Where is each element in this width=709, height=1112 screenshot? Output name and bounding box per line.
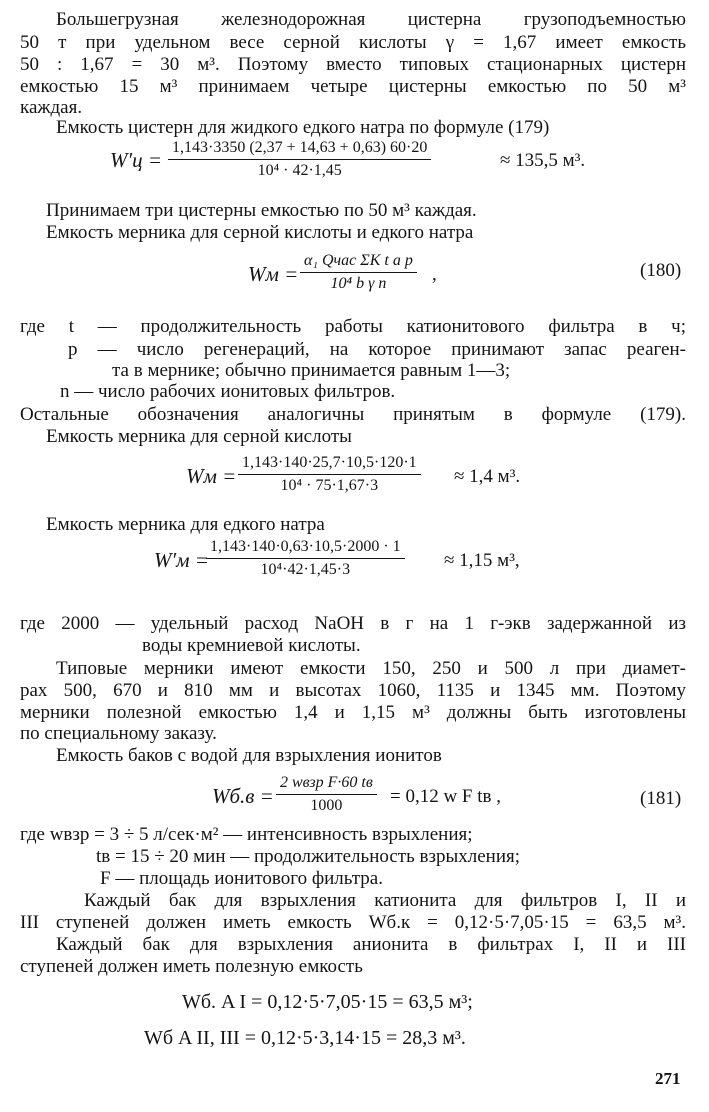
formula-rhs: , xyxy=(432,264,437,285)
formula-rhs: ≈ 1,15 м³, xyxy=(444,550,520,571)
text-line: по специальному заказу. xyxy=(20,723,217,744)
page-number: 271 xyxy=(655,1069,681,1088)
formula-rhs: ≈ 1,4 м³. xyxy=(454,466,521,487)
numerator: 1,143·140·25,7·10,5·120·1 xyxy=(242,454,417,471)
formula-fraction xyxy=(238,453,421,496)
text-line: ступеней должен иметь полезную емкость xyxy=(20,956,363,977)
text-line: где wвзр = 3 ÷ 5 л/сек·м² — интенсивность взрыхления; xyxy=(20,824,473,845)
numerator: α₁ Qчас ΣK t a p xyxy=(304,252,413,269)
text-line: каждая. xyxy=(20,97,83,118)
numerator: 1,143·140·0,63·10,5·2000 · 1 xyxy=(210,538,401,555)
formula-line: Wб. A I = 0,12·5·7,05·15 = 63,5 м³; xyxy=(182,991,473,1013)
text-line: воды кремниевой кислоты. xyxy=(142,635,361,656)
text-line: n — число рабочих ионитовых фильтров. xyxy=(60,381,396,402)
formula-lhs: Wм = xyxy=(186,464,237,488)
fraction-bar xyxy=(238,474,421,475)
equation-number: (181) xyxy=(640,788,682,809)
formula-lhs: Wб.в = xyxy=(212,784,274,808)
text-line: Емкость цистерн для жидкого едкого натра по формуле (179) xyxy=(56,117,550,138)
text-line: Остальные обозначения аналогичны принятым в формуле (179). xyxy=(20,404,686,425)
text-line: Каждый бак для взрыхления анионита в фильтрах I, II и III xyxy=(56,934,686,955)
text-line: Емкость мерника для едкого натра xyxy=(46,514,325,535)
denominator: 10⁴ · 42·1,45 xyxy=(257,162,342,179)
text-line: Емкость мерника для серной кислоты и едкого натра xyxy=(46,222,474,243)
text-line: где t — продолжительность работы катионитового фильтра в ч; xyxy=(20,316,686,337)
text-line: p — число регенераций, на которое принимают запас реаген- xyxy=(68,339,686,360)
text-line: III ступеней должен иметь емкость Wб.к = 0,12·5·7,05·15 = 63,5 м³. xyxy=(20,912,686,933)
text-line: Емкость мерника для серной кислоты xyxy=(46,426,352,447)
text-line: та в мернике; обычно принимается равным 1—3; xyxy=(112,360,511,381)
formula-fraction xyxy=(276,773,377,816)
text-line: где 2000 — удельный расход NaOH в г на 1 г-экв задержанной из xyxy=(20,613,686,634)
denominator: 1000 xyxy=(310,797,343,814)
numerator: 1,143·3350 (2,37 + 14,63 + 0,63) 60·20 xyxy=(172,139,428,156)
text-line: Емкость баков с водой для взрыхления ионитов xyxy=(56,745,442,766)
fraction-bar xyxy=(168,159,431,160)
denominator: 10⁴ · 75·1,67·3 xyxy=(280,477,379,494)
denominator: 10⁴ b γ n xyxy=(330,275,387,292)
formula-fraction xyxy=(206,537,405,580)
fraction-bar xyxy=(276,794,377,795)
text-line: Принимаем три цистерны емкостью по 50 м³ каждая. xyxy=(46,200,477,221)
text-line: 50 т при удельном весе серной кислоты γ = 1,67 имеет емкость xyxy=(20,32,686,53)
formula-lhs: W′ц = xyxy=(110,148,163,172)
equation-number: (180) xyxy=(640,260,682,281)
denominator: 10⁴·42·1,45·3 xyxy=(260,561,351,578)
formula-lhs: Wм = xyxy=(248,262,299,286)
text-line: мерники полезной емкостью 1,4 и 1,15 м³ должны быть изготовлены xyxy=(20,702,686,723)
formula-fraction xyxy=(300,251,417,294)
formula-fraction xyxy=(168,138,431,181)
text-line: 50 : 1,67 = 30 м³. Поэтому вместо типовых стационарных цистерн xyxy=(20,54,686,75)
text-line: Каждый бак для взрыхления катионита для фильтров I, II и xyxy=(84,890,686,911)
text-line: Большегрузная железнодорожная цистерна грузоподъемностью xyxy=(56,9,686,30)
text-line: Типовые мерники имеют емкости 150, 250 и 500 л при диамет- xyxy=(56,658,686,679)
formula-rhs: = 0,12 w F tв , xyxy=(390,786,502,807)
fraction-bar xyxy=(206,558,405,559)
numerator: 2 wвзр F·60 tв xyxy=(280,774,373,791)
text-line: tв = 15 ÷ 20 мин — продолжительность взрыхления; xyxy=(96,846,521,867)
text-line: F — площадь ионитового фильтра. xyxy=(100,868,383,889)
formula-lhs: W′м = xyxy=(154,548,209,572)
fraction-bar xyxy=(300,272,417,273)
formula-line: Wб A II, III = 0,12·5·3,14·15 = 28,3 м³. xyxy=(144,1027,466,1049)
formula-rhs: ≈ 135,5 м³. xyxy=(500,150,586,171)
text-line: рах 500, 670 и 810 мм и высотах 1060, 1135 и 1345 мм. Поэтому xyxy=(20,680,686,701)
text-line: емкостью 15 м³ принимаем четыре цистерны емкостью по 50 м³ xyxy=(20,76,686,97)
